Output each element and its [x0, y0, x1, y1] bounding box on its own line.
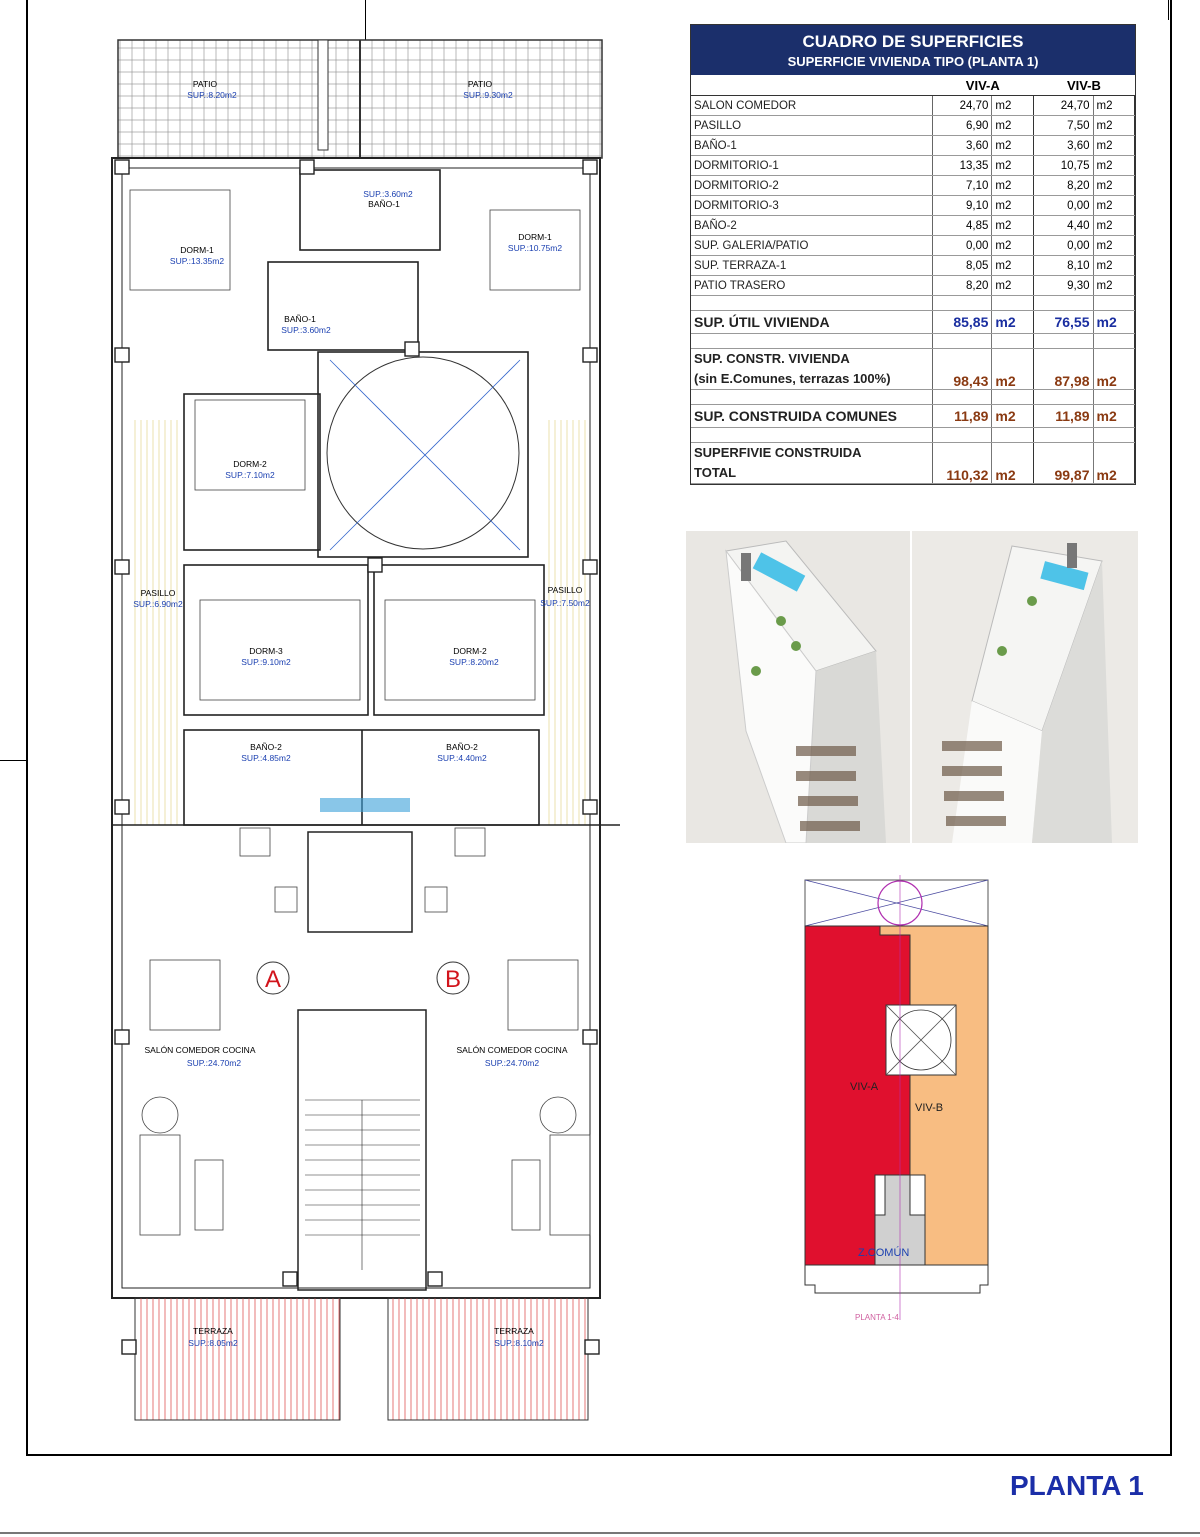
constr-label-1: SUP. CONSTR. VIVIENDA [694, 351, 850, 366]
row-unit-b: m2 [1093, 196, 1134, 216]
row-value-a: 13,35 [932, 156, 992, 176]
row-unit-a: m2 [992, 116, 1033, 136]
marker-a: A [264, 966, 282, 993]
row-value-a: 0,00 [932, 236, 992, 256]
row-value-b: 0,00 [1033, 196, 1093, 216]
row-unit-a: m2 [992, 176, 1033, 196]
table-row [691, 96, 1135, 116]
surface-table-grid [691, 75, 1135, 484]
patio-right-sup: SUP.:9.30m2 [463, 90, 513, 100]
row-value-b: 8,10 [1033, 256, 1093, 276]
row-value-a: 8,05 [932, 256, 992, 276]
viv-a-label: VIV-A [850, 1081, 879, 1093]
row-value-a: 7,10 [932, 176, 992, 196]
row-value-a: 3,60 [932, 136, 992, 156]
row-unit-a: m2 [992, 276, 1033, 296]
util-b-unit: m2 [1093, 311, 1134, 334]
util-a: 85,85 [932, 311, 992, 334]
dorm1-right-sup: SUP.:10.75m2 [507, 243, 563, 253]
axis-line [1168, 0, 1169, 20]
pasillo-left-sup: SUP.:6.90m2 [133, 599, 183, 609]
bano1-top-label: BAÑO-1 [368, 199, 400, 209]
total-a: 110,32 [932, 443, 992, 484]
dorm1-right-label: DORM-1 [518, 232, 552, 242]
row-unit-a: m2 [992, 156, 1033, 176]
row-unit-a: m2 [992, 96, 1033, 116]
row-value-a: 8,20 [932, 276, 992, 296]
table-row [691, 216, 1135, 236]
row-value-b: 8,20 [1033, 176, 1093, 196]
row-value-b: 7,50 [1033, 116, 1093, 136]
row-unit-a: m2 [992, 196, 1033, 216]
row-unit-b: m2 [1093, 136, 1134, 156]
total-b-unit: m2 [1093, 443, 1134, 484]
row-label: PASILLO [691, 116, 932, 136]
table-subtitle: SUPERFICIE VIVIENDA TIPO (PLANTA 1) [787, 54, 1039, 69]
row-label: SALON COMEDOR [691, 96, 932, 116]
table-row [691, 136, 1135, 156]
row-unit-a: m2 [992, 256, 1033, 276]
row-unit-b: m2 [1093, 256, 1134, 276]
outer-walls [112, 158, 600, 1298]
col-viv-b: VIV-B [1033, 75, 1134, 96]
table-row [691, 156, 1135, 176]
dorm3-left-sup: SUP.:9.10m2 [241, 657, 291, 667]
row-label: DORMITORIO-1 [691, 156, 932, 176]
dorm2-left-label: DORM-2 [233, 459, 267, 469]
table-row [691, 276, 1135, 296]
row-value-a: 6,90 [932, 116, 992, 136]
row-unit-b: m2 [1093, 216, 1134, 236]
dorm3-left-label: DORM-3 [249, 646, 283, 656]
pasillo-left-floor [130, 420, 180, 825]
marker-b: B [444, 966, 462, 993]
row-value-b: 0,00 [1033, 236, 1093, 256]
total-label [691, 443, 932, 484]
dorm2-left-sup: SUP.:7.10m2 [225, 470, 275, 480]
row-label: SUP. TERRAZA-1 [691, 256, 932, 276]
building-render-2 [912, 531, 1138, 843]
meter-panel [320, 798, 410, 812]
row-unit-b: m2 [1093, 96, 1134, 116]
dorm2-right-sup: SUP.:8.20m2 [449, 657, 499, 667]
bano2-left-sup: SUP.:4.85m2 [241, 753, 291, 763]
row-unit-b: m2 [1093, 156, 1134, 176]
col-spacer [691, 75, 932, 96]
building-render-1 [686, 531, 910, 843]
row-unit-a: m2 [992, 216, 1033, 236]
constr-b: 87,98 [1033, 349, 1093, 390]
row-label: DORMITORIO-3 [691, 196, 932, 216]
table-row [691, 236, 1135, 256]
viv-b-label: VIV-B [915, 1102, 944, 1114]
bano2-left-label: BAÑO-2 [250, 742, 282, 752]
terraza-left-floor [135, 1298, 340, 1420]
util-a-unit: m2 [992, 311, 1033, 334]
comunes-a-unit: m2 [992, 405, 1033, 428]
salon-left-sup: SUP.:24.70m2 [186, 1058, 242, 1068]
z-comun-label: Z.COMÚN [858, 1247, 910, 1259]
row-value-b: 3,60 [1033, 136, 1093, 156]
table-row [691, 176, 1135, 196]
constr-a: 98,43 [932, 349, 992, 390]
constr-label-2: (sin E.Comunes, terrazas 100%) [694, 371, 891, 386]
row-label: PATIO TRASERO [691, 276, 932, 296]
terraza-right-sup: SUP.:8.10m2 [494, 1338, 544, 1348]
interior-walls [112, 170, 620, 825]
stair-core [298, 832, 426, 1290]
bano2-right-sup: SUP.:4.40m2 [437, 753, 487, 763]
util-label: SUP. ÚTIL VIVIENDA [691, 311, 932, 334]
row-unit-a: m2 [992, 236, 1033, 256]
terraza-right-floor [388, 1298, 588, 1420]
salon-right-sup: SUP.:24.70m2 [484, 1058, 540, 1068]
comunes-b-unit: m2 [1093, 405, 1134, 428]
row-label: BAÑO-2 [691, 216, 932, 236]
pasillo-right-label: PASILLO [547, 585, 583, 595]
dorm1-left-sup: SUP.:13.35m2 [169, 256, 225, 266]
bano1-top-sup: SUP.:3.60m2 [363, 189, 413, 199]
row-label: DORMITORIO-2 [691, 176, 932, 196]
row-value-b: 10,75 [1033, 156, 1093, 176]
pasillo-right-sup: SUP.:7.50m2 [540, 598, 590, 608]
constr-b-unit: m2 [1093, 349, 1134, 390]
row-unit-b: m2 [1093, 276, 1134, 296]
surface-table [690, 24, 1136, 485]
total-a-unit: m2 [992, 443, 1033, 484]
terraza-right-label: TERRAZA [494, 1326, 534, 1336]
constr-label [691, 349, 932, 390]
page-title: PLANTA 1 [1010, 1470, 1144, 1501]
table-title: CUADRO DE SUPERFICIES [802, 32, 1024, 51]
bano2-right-label: BAÑO-2 [446, 742, 478, 752]
mini-plan-caption: PLANTA 1-4 [855, 1313, 899, 1322]
total-label-1: SUPERFIVIE CONSTRUIDA [694, 445, 862, 460]
dorm1-left-label: DORM-1 [180, 245, 214, 255]
terraza-left-label: TERRAZA [193, 1326, 233, 1336]
row-value-a: 4,85 [932, 216, 992, 236]
comunes-label: SUP. CONSTRUIDA COMUNES [691, 405, 932, 428]
table-row [691, 116, 1135, 136]
dorm2-right-label: DORM-2 [453, 646, 487, 656]
row-unit-b: m2 [1093, 236, 1134, 256]
row-label: BAÑO-1 [691, 136, 932, 156]
patio-left-label: PATIO [192, 79, 218, 89]
light-well [327, 357, 520, 550]
row-label: SUP. GALERIA/PATIO [691, 236, 932, 256]
comunes-a: 11,89 [932, 405, 992, 428]
col-viv-a: VIV-A [932, 75, 1033, 96]
constr-a-unit: m2 [992, 349, 1033, 390]
total-b: 99,87 [1033, 443, 1093, 484]
unit-distribution-plan [800, 875, 1000, 1395]
row-unit-a: m2 [992, 136, 1033, 156]
furniture [130, 190, 590, 1235]
bano1-bottom-sup: SUP.:3.60m2 [281, 325, 331, 335]
row-unit-b: m2 [1093, 116, 1134, 136]
patio-right-label: PATIO [467, 79, 493, 89]
row-value-b: 4,40 [1033, 216, 1093, 236]
row-value-b: 24,70 [1033, 96, 1093, 116]
table-header [691, 25, 1135, 75]
pasillo-right-floor [548, 420, 586, 825]
table-row [691, 196, 1135, 216]
row-value-a: 24,70 [932, 96, 992, 116]
row-value-a: 9,10 [932, 196, 992, 216]
row-unit-b: m2 [1093, 176, 1134, 196]
salon-right-label: SALÓN COMEDOR COCINA [456, 1045, 568, 1055]
salon-left-label: SALÓN COMEDOR COCINA [144, 1045, 256, 1055]
pasillo-left-label: PASILLO [140, 588, 176, 598]
bano1-bottom-label: BAÑO-1 [284, 314, 316, 324]
util-b: 76,55 [1033, 311, 1093, 334]
total-label-2: TOTAL [694, 465, 737, 480]
patio-left-sup: SUP.:8.20m2 [187, 90, 237, 100]
bottom-rule [0, 1532, 1200, 1534]
terraza-left-sup: SUP.:8.05m2 [188, 1338, 238, 1348]
comunes-b: 11,89 [1033, 405, 1093, 428]
row-value-b: 9,30 [1033, 276, 1093, 296]
table-row [691, 256, 1135, 276]
